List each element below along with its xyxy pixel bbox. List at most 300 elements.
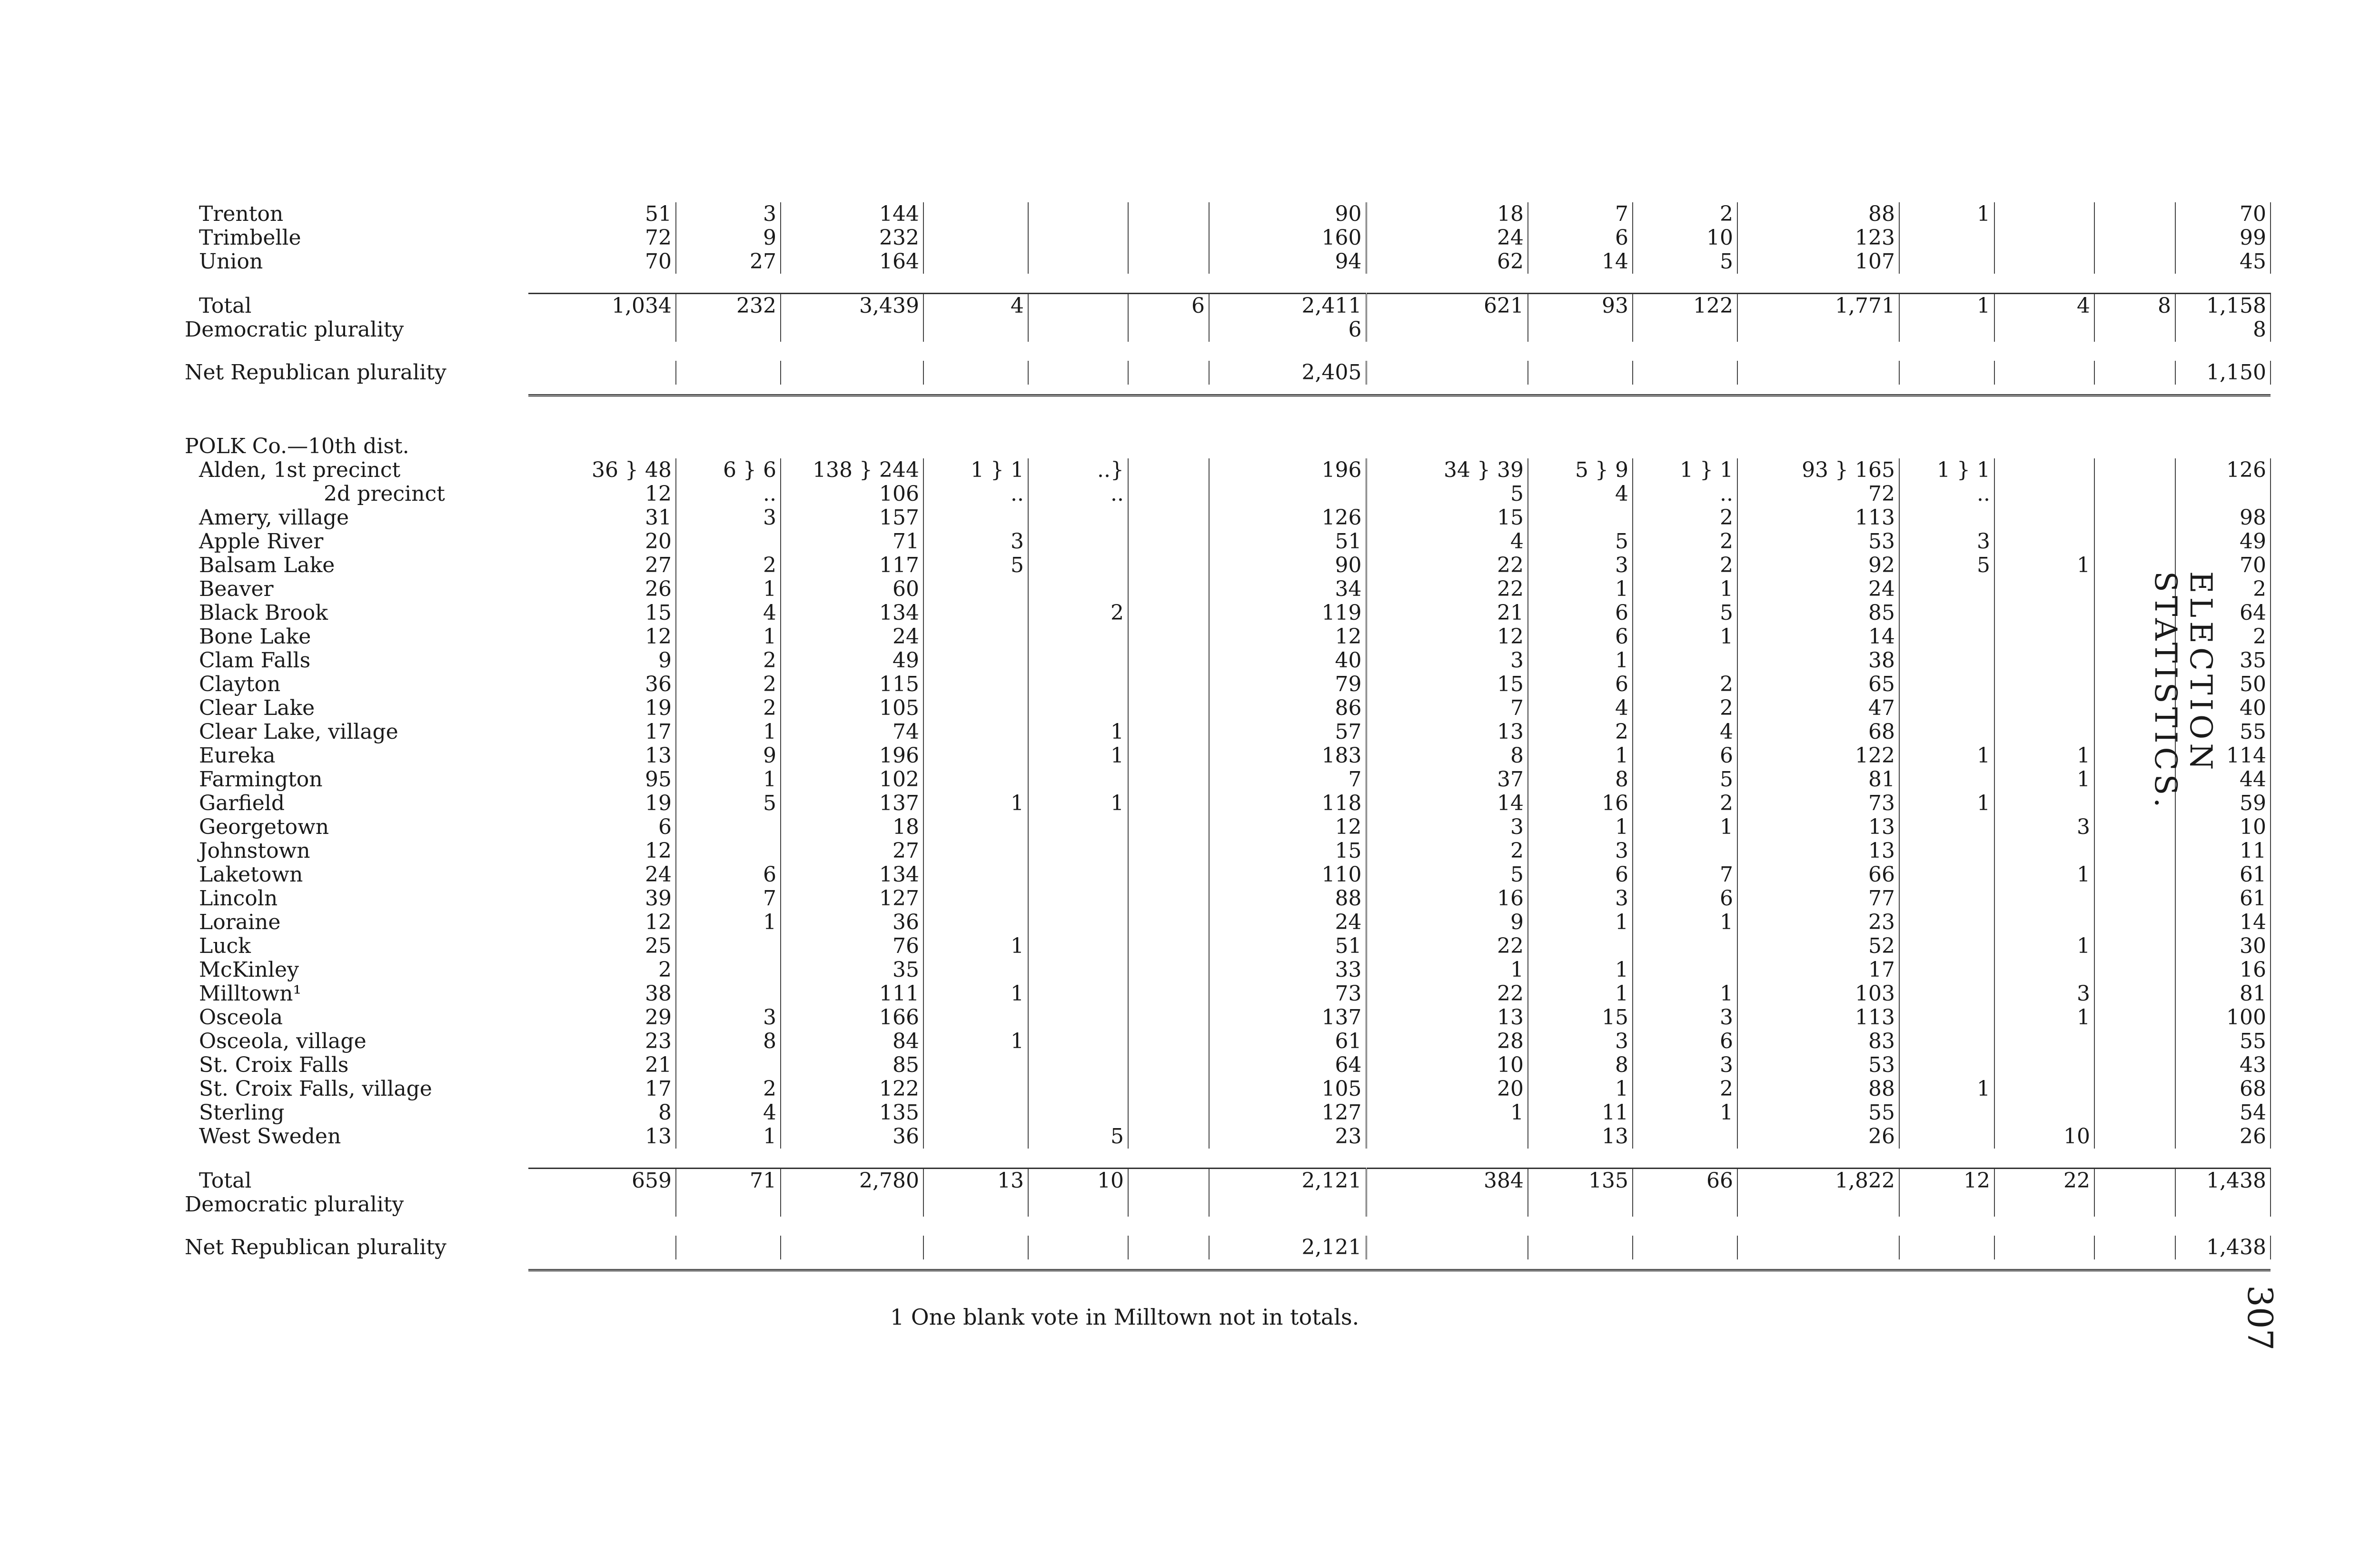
table-cell	[923, 318, 1028, 342]
table-cell: 10	[1633, 226, 1737, 250]
table-cell	[676, 934, 781, 958]
table-cell: 88	[1209, 887, 1366, 911]
table-cell: 384	[1366, 1169, 1528, 1193]
table-cell: 1	[1028, 720, 1128, 744]
table-cell: 6	[676, 863, 781, 887]
table-cell: 1,822	[1737, 1169, 1899, 1193]
table-cell	[923, 958, 1028, 982]
table-cell	[2094, 1236, 2175, 1259]
table-cell	[1899, 696, 1994, 720]
table-cell	[1028, 1006, 1128, 1030]
table-cell: 17	[528, 1077, 676, 1101]
table-cell: 7	[1528, 202, 1633, 226]
table-cell: 1 } 1	[1899, 458, 1994, 482]
table-cell	[528, 361, 676, 385]
table-cell	[1128, 361, 1209, 385]
table-cell: 6 } 6	[676, 458, 781, 482]
table-cell	[2094, 458, 2175, 482]
table-cell: 99	[2175, 226, 2271, 250]
table-cell	[1994, 911, 2094, 934]
table-cell	[1899, 720, 1994, 744]
table-cell	[2094, 318, 2175, 342]
table-cell: 88	[1737, 202, 1899, 226]
table-cell	[1899, 250, 1994, 274]
table-cell: 6	[1528, 625, 1633, 649]
table-cell: 61	[2175, 887, 2271, 911]
table-cell: 2	[1528, 720, 1633, 744]
row-label: Clayton	[199, 673, 281, 696]
table-cell: 55	[1737, 1101, 1899, 1125]
table-cell	[1128, 887, 1209, 911]
table-cell: 3,439	[781, 294, 923, 318]
table-cell	[1128, 530, 1209, 554]
table-cell: 92	[1737, 554, 1899, 577]
table-cell	[1209, 1193, 1366, 1217]
table-cell: 27	[676, 250, 781, 274]
table-cell	[676, 530, 781, 554]
table-cell: 2,405	[1209, 361, 1366, 385]
table-cell: 70	[2175, 202, 2271, 226]
table-cell	[1128, 1077, 1209, 1101]
table-cell: 107	[1737, 250, 1899, 274]
table-cell: ..}	[1028, 458, 1128, 482]
table-cell: 14	[1528, 250, 1633, 274]
row-label: Apple River	[199, 530, 324, 554]
table-cell: 1	[1028, 744, 1128, 768]
table-row	[176, 649, 2271, 673]
table-cell	[1994, 649, 2094, 673]
table-cell	[1633, 1236, 1737, 1259]
table-row	[176, 792, 2271, 815]
table-cell: 1	[1633, 1101, 1737, 1125]
table-cell	[1899, 1236, 1994, 1259]
table-cell	[1528, 934, 1633, 958]
row-label: Georgetown	[199, 815, 329, 839]
table-cell: 4	[1633, 720, 1737, 744]
table-cell	[676, 958, 781, 982]
table-cell: 86	[1209, 696, 1366, 720]
table-cell: 22	[1366, 554, 1528, 577]
table-cell	[1994, 1236, 2094, 1259]
table-cell: 31	[528, 506, 676, 530]
row-label: Trimbelle	[199, 226, 301, 250]
table-cell	[1028, 1101, 1128, 1125]
table-cell	[1128, 1193, 1209, 1217]
table-cell	[1994, 361, 2094, 385]
row-label: Net Republican plurality	[185, 1236, 446, 1259]
row-label: Lincoln	[199, 887, 278, 911]
table-cell: 2	[2175, 577, 2271, 601]
table-row	[176, 982, 2271, 1006]
table-cell	[1633, 839, 1737, 863]
table-cell: 20	[528, 530, 676, 554]
table-cell	[1028, 863, 1128, 887]
table-cell: 1	[676, 625, 781, 649]
table-cell: 72	[528, 226, 676, 250]
table-cell: 1	[1528, 815, 1633, 839]
table-cell: 2	[1633, 202, 1737, 226]
table-cell: 21	[528, 1053, 676, 1077]
table-cell: 13	[923, 1169, 1028, 1193]
table-cell: 1	[923, 792, 1028, 815]
table-cell	[1737, 1193, 1899, 1217]
table-cell: 110	[1209, 863, 1366, 887]
table-cell: ..	[1028, 482, 1128, 506]
table-cell: 1 } 1	[923, 458, 1028, 482]
table-cell: 34	[1209, 577, 1366, 601]
table-cell: 5	[1899, 554, 1994, 577]
table-cell	[1994, 720, 2094, 744]
table-cell: 134	[781, 863, 923, 887]
table-cell	[1366, 1125, 1528, 1149]
table-cell: 24	[1366, 226, 1528, 250]
table-cell: 118	[1209, 792, 1366, 815]
table-cell	[2094, 911, 2175, 934]
table-cell: 12	[1899, 1169, 1994, 1193]
table-cell	[1994, 958, 2094, 982]
table-cell: 2	[676, 696, 781, 720]
table-cell: 90	[1209, 202, 1366, 226]
table-cell	[1899, 911, 1994, 934]
table-cell	[1899, 318, 1994, 342]
table-cell: 37	[1366, 768, 1528, 792]
table-cell	[1899, 1006, 1994, 1030]
table-cell	[1528, 1236, 1633, 1259]
table-cell	[1994, 1101, 2094, 1125]
table-cell	[1737, 1236, 1899, 1259]
table-cell: 183	[1209, 744, 1366, 768]
election-table	[176, 202, 2271, 1271]
table-cell	[1028, 1030, 1128, 1053]
table-cell	[1128, 673, 1209, 696]
table-cell: 90	[1209, 554, 1366, 577]
row-label: McKinley	[199, 958, 299, 982]
table-cell: 26	[528, 577, 676, 601]
table-cell: 71	[781, 530, 923, 554]
table-row	[176, 911, 2271, 934]
table-cell	[1128, 1101, 1209, 1125]
table-cell: 6	[1633, 1030, 1737, 1053]
dem-plurality-row	[176, 1193, 2271, 1217]
table-cell	[2094, 506, 2175, 530]
table-cell: 13	[528, 1125, 676, 1149]
table-cell: 1	[1528, 958, 1633, 982]
table-cell: 1	[1366, 958, 1528, 982]
table-cell: 2	[676, 673, 781, 696]
table-cell: 55	[2175, 1030, 2271, 1053]
table-cell: 12	[528, 482, 676, 506]
table-cell	[1028, 625, 1128, 649]
table-row	[176, 530, 2271, 554]
table-cell: 119	[1209, 601, 1366, 625]
table-cell: 9	[676, 226, 781, 250]
table-cell	[1028, 1077, 1128, 1101]
table-cell: 8	[676, 1030, 781, 1053]
table-cell: 33	[1209, 958, 1366, 982]
table-cell	[2094, 250, 2175, 274]
table-cell	[1028, 696, 1128, 720]
row-label: Balsam Lake	[199, 554, 335, 577]
table-cell: 2,121	[1209, 1169, 1366, 1193]
table-cell	[1028, 554, 1128, 577]
table-row	[176, 1077, 2271, 1101]
row-label: Laketown	[199, 863, 303, 887]
table-cell	[1028, 673, 1128, 696]
table-cell	[923, 815, 1028, 839]
table-cell	[2094, 1125, 2175, 1149]
table-cell	[1209, 482, 1366, 506]
table-cell	[1128, 1169, 1209, 1193]
page-number: 307	[2240, 1285, 2280, 1351]
table-cell	[1128, 226, 1209, 250]
table-cell: 39	[528, 887, 676, 911]
table-cell: 10	[1028, 1169, 1128, 1193]
table-cell: ..	[923, 482, 1028, 506]
table-cell: 2	[1633, 792, 1737, 815]
table-cell	[2175, 482, 2271, 506]
table-cell	[1128, 1006, 1209, 1030]
table-cell: 65	[1737, 673, 1899, 696]
table-cell: 22	[1366, 982, 1528, 1006]
table-cell	[781, 361, 923, 385]
table-row	[176, 1006, 2271, 1030]
table-cell: 7	[676, 887, 781, 911]
table-row	[176, 934, 2271, 958]
table-cell: 40	[1209, 649, 1366, 673]
table-cell	[1633, 318, 1737, 342]
table-cell	[1994, 601, 2094, 625]
table-cell: 137	[781, 792, 923, 815]
table-cell: 3	[923, 530, 1028, 554]
table-cell: 135	[781, 1101, 923, 1125]
table-cell	[1028, 318, 1128, 342]
table-cell: 1,771	[1737, 294, 1899, 318]
table-cell: 2,121	[1209, 1236, 1366, 1259]
row-label: Clear Lake	[199, 696, 315, 720]
table-cell	[923, 1006, 1028, 1030]
table-cell	[923, 649, 1028, 673]
table-cell: 51	[1209, 530, 1366, 554]
table-cell	[1128, 934, 1209, 958]
table-cell: 5	[1633, 250, 1737, 274]
table-cell: 1	[1528, 577, 1633, 601]
table-cell	[2094, 530, 2175, 554]
table-cell: 16	[2175, 958, 2271, 982]
table-cell: 1,438	[2175, 1236, 2271, 1259]
table-cell	[923, 744, 1028, 768]
table-cell: 1	[1528, 649, 1633, 673]
row-label: Amery, village	[199, 506, 349, 530]
table-cell: 5	[1028, 1125, 1128, 1149]
table-cell: 106	[781, 482, 923, 506]
spacer-row	[176, 416, 2271, 435]
table-cell	[1899, 649, 1994, 673]
table-cell: 7	[1209, 768, 1366, 792]
table-cell: 9	[1366, 911, 1528, 934]
table-cell: 4	[1528, 482, 1633, 506]
table-cell: 26	[2175, 1125, 2271, 1149]
table-cell: 6	[1528, 226, 1633, 250]
row-label: Total	[199, 1169, 252, 1193]
table-cell	[923, 361, 1028, 385]
table-cell: 2	[676, 1077, 781, 1101]
table-cell: 122	[1737, 744, 1899, 768]
table-cell: 1	[1899, 792, 1994, 815]
table-cell	[1128, 911, 1209, 934]
table-cell: 71	[676, 1169, 781, 1193]
row-label: St. Croix Falls, village	[199, 1077, 432, 1101]
table-cell	[1899, 887, 1994, 911]
table-cell: 232	[676, 294, 781, 318]
table-cell	[1028, 982, 1128, 1006]
table-cell	[1994, 506, 2094, 530]
table-cell: 4	[676, 601, 781, 625]
table-cell	[1994, 226, 2094, 250]
table-cell: 1,158	[2175, 294, 2271, 318]
table-cell: 84	[781, 1030, 923, 1053]
table-cell: 81	[1737, 768, 1899, 792]
table-cell: 12	[1209, 625, 1366, 649]
table-cell: 2	[1633, 530, 1737, 554]
table-cell	[923, 720, 1028, 744]
table-cell	[923, 911, 1028, 934]
table-cell	[2094, 226, 2175, 250]
table-cell: 10	[1366, 1053, 1528, 1077]
table-cell: 36 } 48	[528, 458, 676, 482]
table-cell: 15	[528, 601, 676, 625]
total-row	[176, 1169, 2271, 1193]
row-label: St. Croix Falls	[199, 1053, 349, 1077]
table-cell	[1128, 458, 1209, 482]
table-cell	[781, 318, 923, 342]
table-cell: 134	[781, 601, 923, 625]
table-cell: 66	[1737, 863, 1899, 887]
table-row	[176, 768, 2271, 792]
table-row	[176, 696, 2271, 720]
table-cell	[923, 226, 1028, 250]
table-cell	[2094, 887, 2175, 911]
table-cell	[1899, 1101, 1994, 1125]
table-cell	[2094, 1193, 2175, 1217]
table-cell	[923, 1101, 1028, 1125]
table-cell: 3	[1528, 554, 1633, 577]
table-cell: 1	[676, 911, 781, 934]
table-cell: 1,438	[2175, 1169, 2271, 1193]
table-cell: 5	[1633, 601, 1737, 625]
table-cell: 13	[1737, 815, 1899, 839]
table-cell: 17	[528, 720, 676, 744]
table-cell	[1899, 577, 1994, 601]
table-cell: 127	[1209, 1101, 1366, 1125]
table-cell: 137	[1209, 1006, 1366, 1030]
table-cell	[2094, 1077, 2175, 1101]
table-cell	[2094, 1169, 2175, 1193]
table-cell	[1899, 625, 1994, 649]
table-cell: 4	[923, 294, 1028, 318]
table-row	[176, 506, 2271, 530]
row-label: Net Republican plurality	[185, 361, 446, 385]
table-cell	[676, 1053, 781, 1077]
table-cell: 24	[781, 625, 923, 649]
table-cell: 2	[1633, 506, 1737, 530]
table-cell	[676, 839, 781, 863]
table-cell: 61	[1209, 1030, 1366, 1053]
table-cell	[1128, 625, 1209, 649]
table-cell: 29	[528, 1006, 676, 1030]
table-cell: 1	[1899, 1077, 1994, 1101]
table-cell	[1994, 577, 2094, 601]
table-cell: 61	[2175, 863, 2271, 887]
table-cell	[1028, 649, 1128, 673]
table-cell: 77	[1737, 887, 1899, 911]
table-cell: 196	[781, 744, 923, 768]
table-cell: 3	[1633, 1006, 1737, 1030]
table-cell	[1128, 506, 1209, 530]
table-cell	[676, 1193, 781, 1217]
table-cell	[676, 361, 781, 385]
table-cell: 113	[1737, 506, 1899, 530]
table-cell	[1028, 1236, 1128, 1259]
table-cell	[1994, 318, 2094, 342]
table-cell	[1028, 768, 1128, 792]
table-cell: 23	[528, 1030, 676, 1053]
table-cell: 1	[1028, 792, 1128, 815]
table-cell	[528, 318, 676, 342]
table-cell	[1128, 601, 1209, 625]
table-cell: 16	[1528, 792, 1633, 815]
table-cell: 3	[1994, 815, 2094, 839]
table-cell: 85	[781, 1053, 923, 1077]
table-row	[176, 863, 2271, 887]
table-cell	[1737, 318, 1899, 342]
total-row	[176, 294, 2271, 318]
table-cell: 5	[923, 554, 1028, 577]
table-cell: 44	[2175, 768, 2271, 792]
table-cell: 105	[781, 696, 923, 720]
table-cell	[923, 577, 1028, 601]
table-cell: 157	[781, 506, 923, 530]
table-cell: 15	[1366, 506, 1528, 530]
row-label: 2d precinct	[324, 482, 445, 506]
table-cell: 1	[923, 1030, 1028, 1053]
table-cell: 53	[1737, 530, 1899, 554]
table-cell: 25	[528, 934, 676, 958]
table-cell	[1994, 250, 2094, 274]
table-cell	[1994, 625, 2094, 649]
table-cell	[528, 1236, 676, 1259]
table-row	[176, 839, 2271, 863]
table-cell: 160	[1209, 226, 1366, 250]
table-cell: 1	[1633, 577, 1737, 601]
table-row	[176, 250, 2271, 274]
table-cell	[1128, 696, 1209, 720]
table-row	[176, 958, 2271, 982]
table-cell	[1994, 458, 2094, 482]
table-row	[176, 887, 2271, 911]
table-cell: 1	[1528, 982, 1633, 1006]
table-cell: 113	[1737, 1006, 1899, 1030]
table-cell	[1899, 361, 1994, 385]
row-label: Trenton	[199, 202, 284, 226]
table-cell	[1128, 958, 1209, 982]
table-cell: 35	[2175, 649, 2271, 673]
table-cell: 11	[1528, 1101, 1633, 1125]
table-row	[176, 601, 2271, 625]
table-cell	[1994, 887, 2094, 911]
table-cell: 1	[1528, 911, 1633, 934]
table-cell: 5	[1366, 863, 1528, 887]
table-cell: 8	[1366, 744, 1528, 768]
